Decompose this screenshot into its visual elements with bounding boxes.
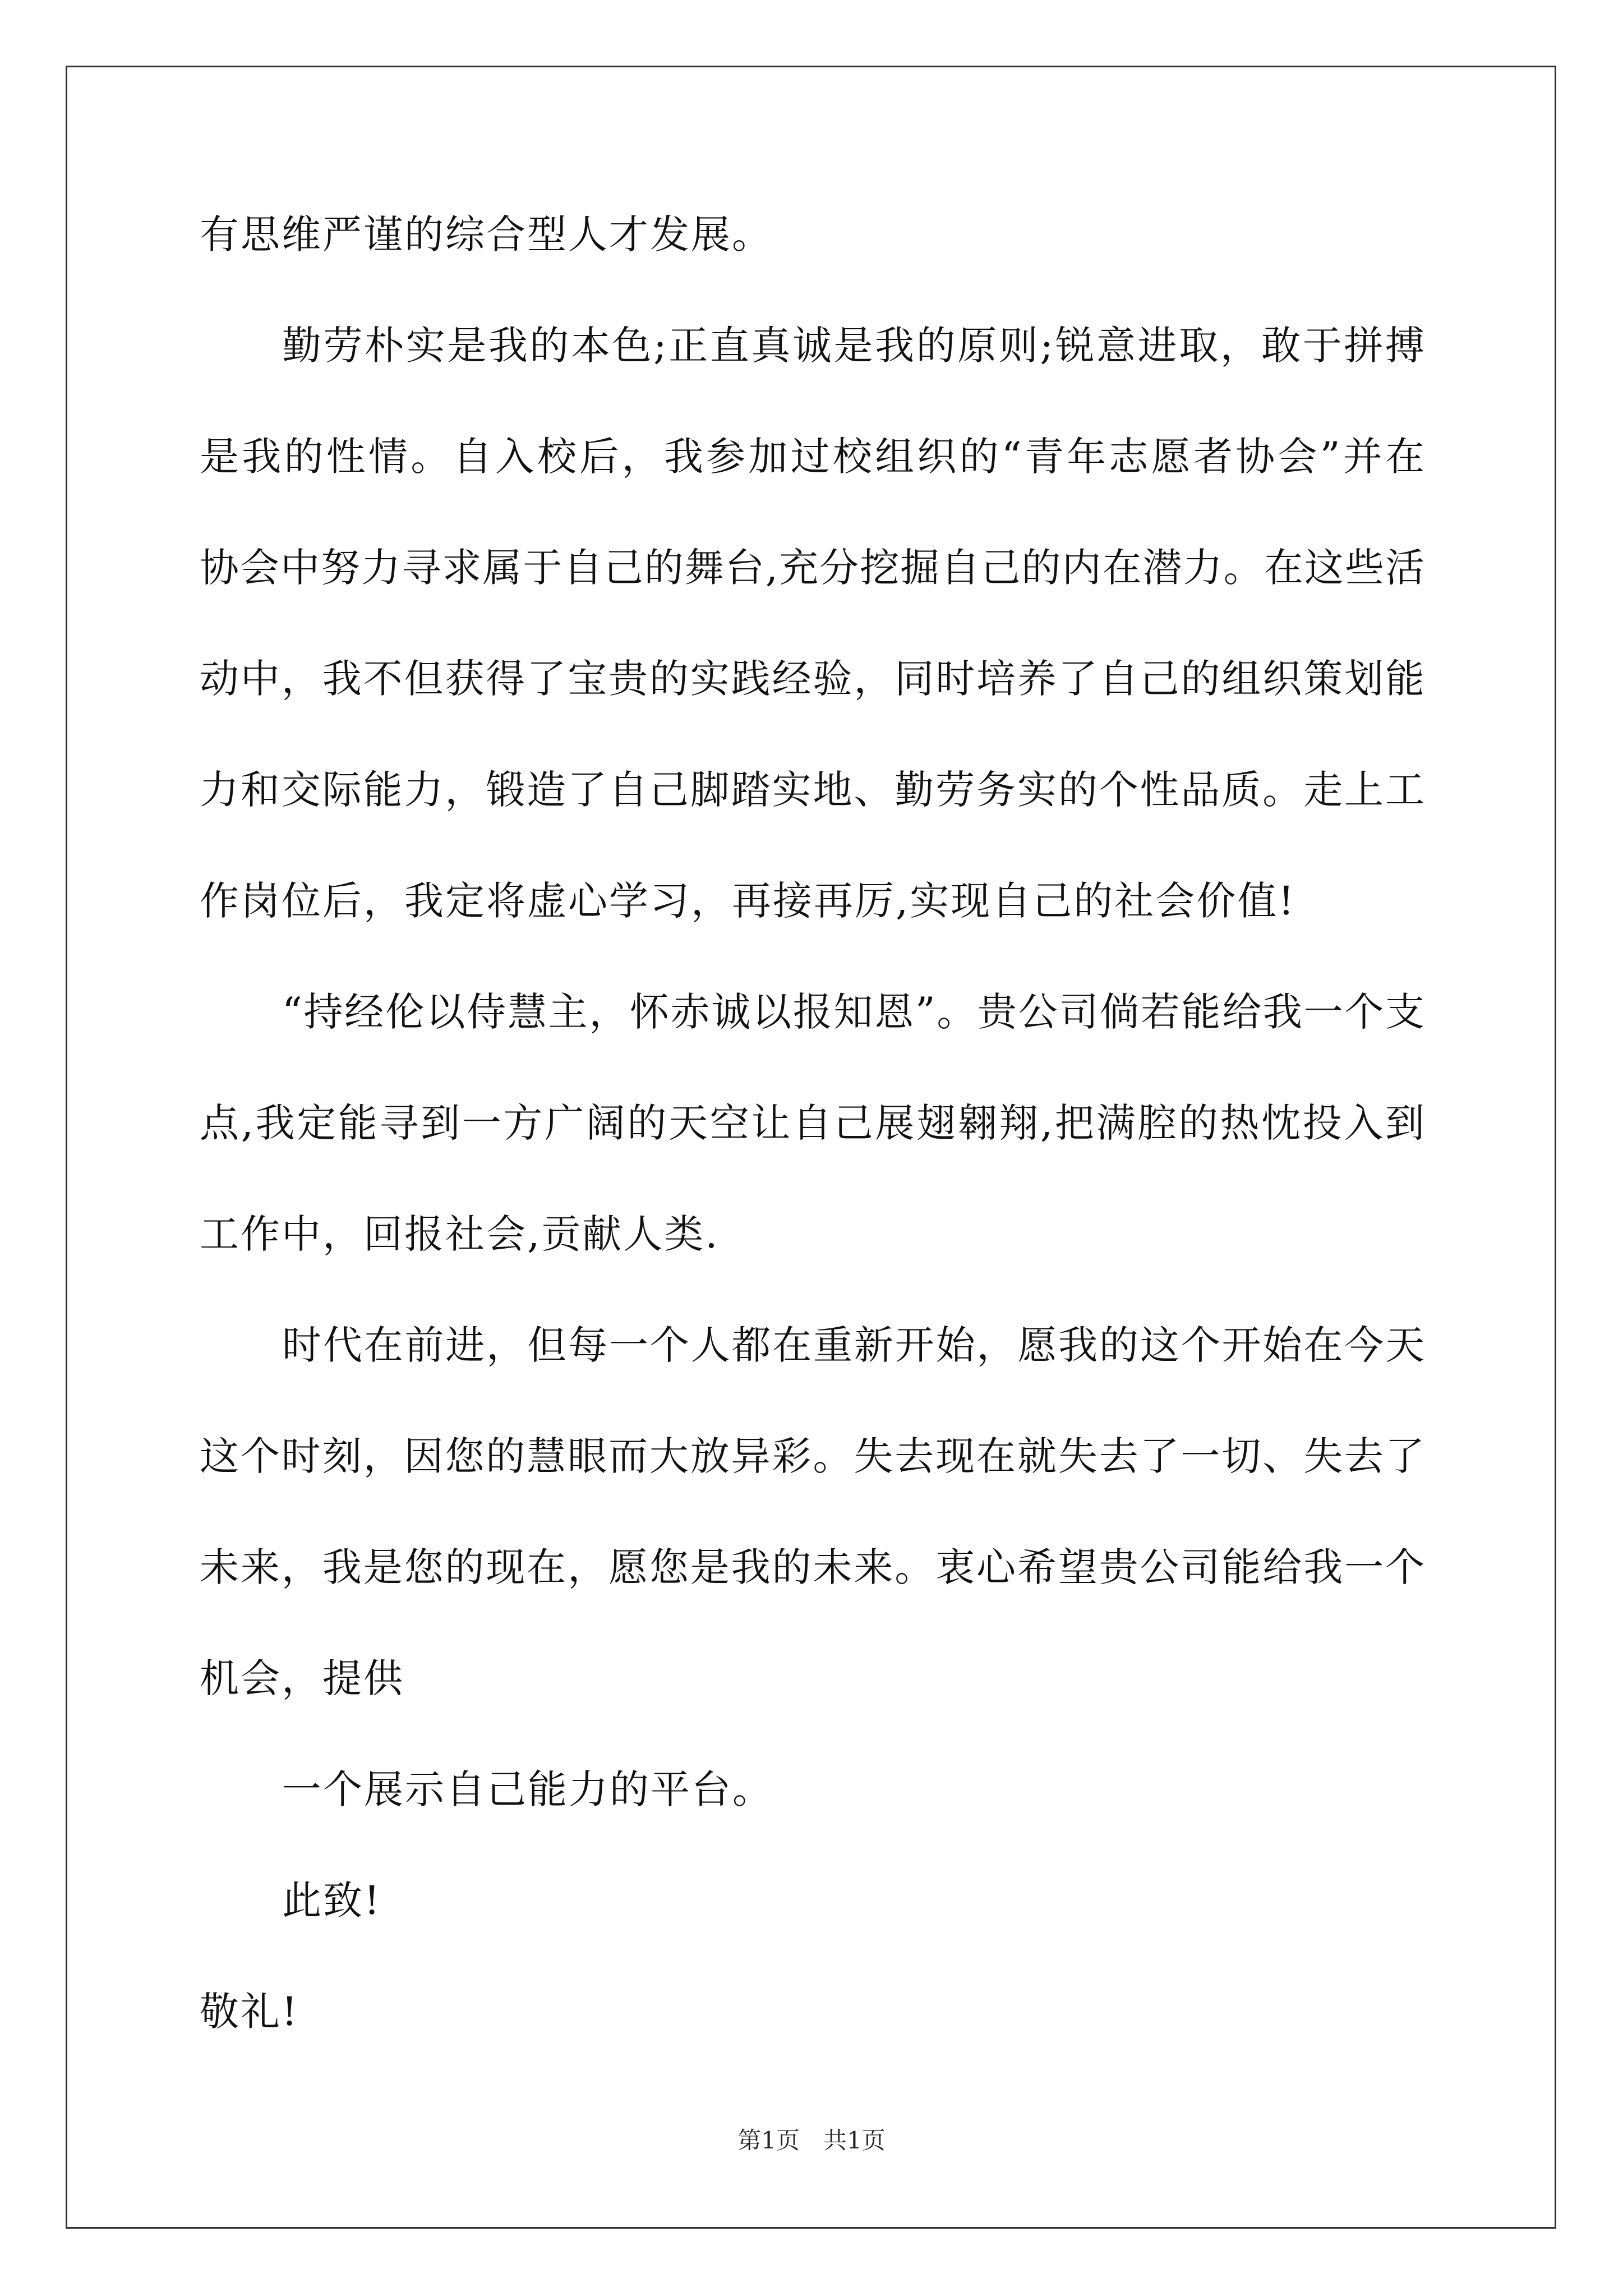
text-line-14: 机会，提供 [200,1655,404,1701]
closing-regards: 敬礼! [200,1989,299,2035]
text-line-12: 这个时刻，因您的慧眼而大放异彩。失去现在就失去了一切、失去了 [200,1433,1424,1479]
text-line-8: “持经伦以侍慧主，怀赤诚以报知恩”。贵公司倘若能给我一个支 [282,989,1424,1035]
text-line-10: 工作中，回报社会,贡献人类. [200,1211,720,1257]
text-line-9: 点,我定能寻到一方广阔的天空让自己展翅翱翔,把满腔的热忱投入到 [200,1100,1424,1146]
text-line-7: 作岗位后，我定将虚心学习，再接再厉,实现自己的社会价值! [200,878,1296,924]
text-line-15: 一个展示自己能力的平台。 [282,1766,773,1812]
text-line-11: 时代在前进，但每一个人都在重新开始，愿我的这个开始在今天 [282,1322,1424,1368]
text-line-6: 力和交际能力，锻造了自己脚踏实地、勤劳务实的个性品质。走上工 [200,767,1424,813]
text-line-13: 未来，我是您的现在，愿您是我的未来。衷心希望贵公司能给我一个 [200,1544,1424,1590]
text-line-1: 有思维严谨的综合型人才发展。 [200,211,773,257]
closing-salutation: 此致! [282,1878,382,1924]
page-number-footer: 第1页 共1页 [737,2127,886,2154]
text-line-4: 协会中努力寻求属于自己的舞台,充分挖掘自己的内在潜力。在这些活 [200,545,1424,591]
text-line-5: 动中，我不但获得了宝贵的实践经验，同时培养了自己的组织策划能 [200,656,1424,702]
text-line-3: 是我的性情。自入校后，我参加过校组织的“青年志愿者协会”并在 [200,434,1424,480]
text-line-2: 勤劳朴实是我的本色;正直真诚是我的原则;锐意进取，敢于拼搏 [282,323,1424,369]
